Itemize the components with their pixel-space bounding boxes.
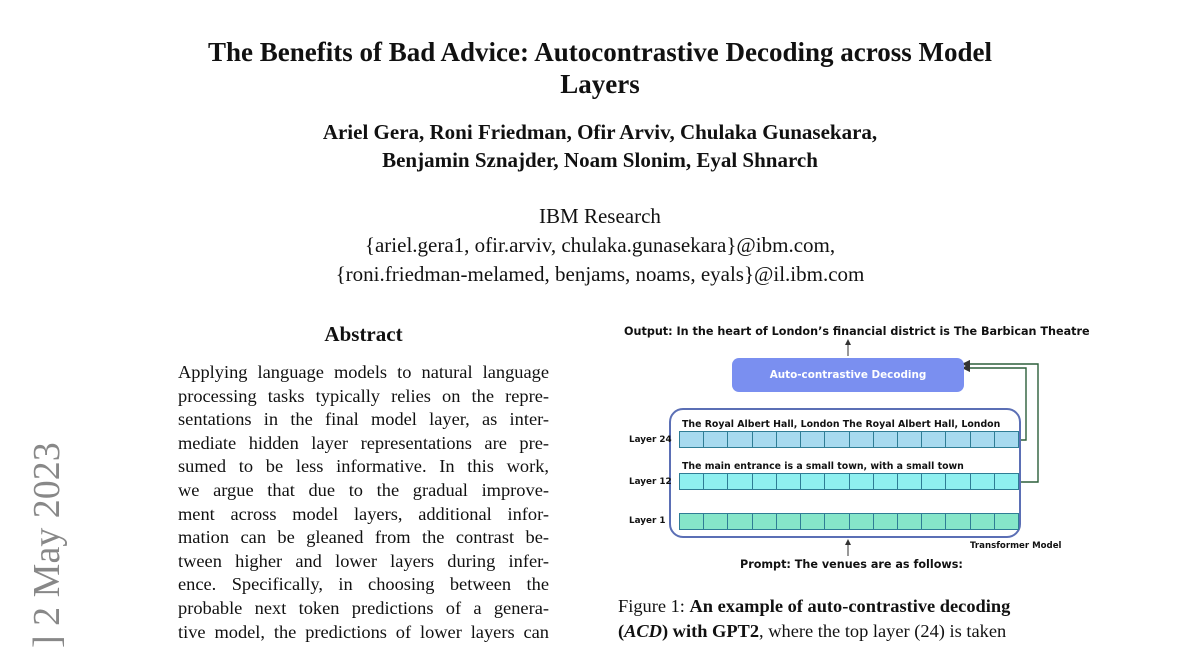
abstract-line: mediate hidden layer representations are pre- — [178, 432, 549, 453]
abstract-line: sentations in the final model layer, as inter- — [178, 409, 549, 430]
caption-line-2 — [618, 619, 1030, 644]
layer24-text: The Royal Albert Hall, London The Royal Albert Hall, London — [682, 419, 1001, 430]
authors-line-2: Benjamin Sznajder, Noam Slonim, Eyal Shnarch — [382, 148, 818, 172]
layer24-label: Layer 24 — [629, 435, 672, 445]
abstract-line: sumed to be less informative. In this work, — [178, 456, 549, 477]
emails-line-1: {ariel.gera1, ofir.arviv, chulaka.gunasekara}@ibm.com, — [364, 233, 836, 257]
abstract-heading: Abstract — [324, 322, 403, 346]
caption-bold-1: An example of auto-contrastive decoding — [689, 596, 1011, 616]
figure-prompt-text: Prompt: The venues are as follows: — [740, 558, 963, 571]
title-line-2: Layers — [560, 69, 640, 99]
arxiv-stamp: ] 2 May 2023 — [26, 442, 68, 648]
abstract-text — [178, 361, 549, 644]
paper-title — [150, 36, 1050, 100]
caption-bold-open: ( — [618, 620, 625, 641]
abstract-line: processing tasks typically relies on the repre- — [178, 385, 549, 406]
figure-output-text: Output: In the heart of London’s financial district is The Barbican Theatre — [624, 325, 1090, 338]
caption-acd: ACD — [624, 620, 662, 641]
abstract-line: ment across model layers, additional infor- — [178, 503, 549, 524]
layer12-text: The main entrance is a small town, with a small town — [682, 461, 964, 472]
title-line-1: The Benefits of Bad Advice: Autocontrastive Decoding across Model — [208, 37, 992, 67]
abstract-line: tween higher and lower layers during infer- — [178, 550, 549, 571]
abstract-line: we argue that due to the gradual improve- — [178, 479, 549, 500]
figure-caption — [618, 594, 1030, 643]
figure-1-diagram — [610, 318, 1090, 578]
abstract-line: mation can be gleaned from the contrast be- — [178, 527, 549, 548]
caption-line-1 — [618, 594, 1030, 619]
abstract-line: ence. Specifically, in choosing between the — [178, 574, 549, 595]
affiliation-block — [200, 202, 1000, 289]
layer24-tokens — [679, 431, 1019, 448]
transformer-model-label: Transformer Model — [970, 541, 1062, 551]
layer1-tokens — [679, 513, 1019, 530]
caption-rest: , where the top layer (24) is taken — [759, 620, 1007, 641]
acd-box: Auto-contrastive Decoding — [732, 358, 964, 392]
emails-line-2: {roni.friedman-melamed, benjams, noams, eyals}@il.ibm.com — [335, 262, 865, 286]
caption-prefix: Figure 1: — [618, 596, 690, 616]
layer12-tokens — [679, 473, 1019, 490]
abstract-line: probable next token predictions of a genera- — [178, 597, 549, 618]
layer1-label: Layer 1 — [629, 516, 666, 526]
affiliation: IBM Research — [539, 204, 661, 228]
abstract-line: tive model, the predictions of lower layers can — [178, 621, 549, 642]
authors-line-1: Ariel Gera, Roni Friedman, Ofir Arviv, Chulaka Gunasekara, — [322, 120, 878, 144]
abstract-line: Applying language models to natural language — [178, 362, 549, 382]
layer12-label: Layer 12 — [629, 477, 672, 487]
author-list — [200, 118, 1000, 174]
caption-bold-rest: ) with GPT2 — [661, 620, 760, 641]
